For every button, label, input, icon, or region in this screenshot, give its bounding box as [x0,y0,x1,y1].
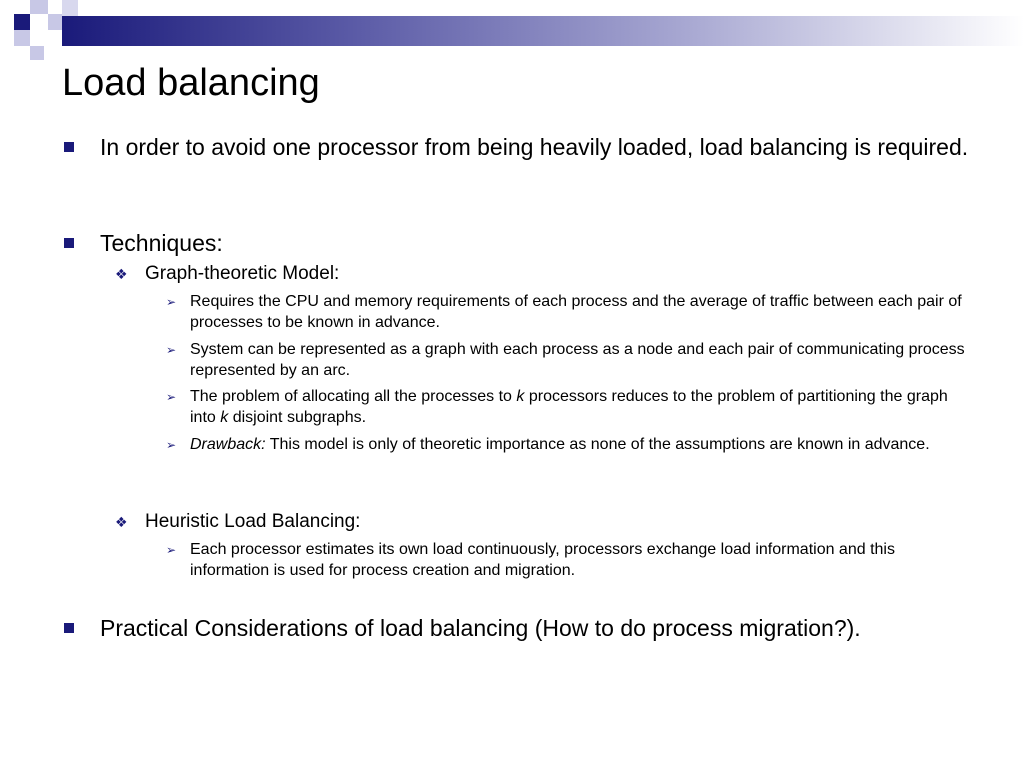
square-bullet-icon [64,623,74,633]
arrow-bullet-icon: ➢ [166,543,177,557]
sub-bullet-text: Graph-theoretic Model: [145,263,340,284]
sub-sub-bullet-text [190,386,970,428]
bullet-text: Practical Considerations of load balancing (How to do process migration?). [100,615,861,641]
sub-sub-bullet-text [190,434,970,455]
sub-sub-bullet-text: System can be represented as a graph with each process as a node and each pair of communicating process represented by an arc. [190,341,965,379]
variable-k: k [220,409,229,426]
diamond-bullet-icon: ❖ [115,266,128,282]
sub-sub-bullet-text: Each processor estimates its own load continuously, processors exchange load information and this information is used for process creation and migration. [190,541,895,579]
variable-k: k [516,388,525,405]
decorative-square [48,14,62,30]
bullet-text: In order to avoid one processor from being heavily loaded, load balancing is required. [100,134,969,160]
drawback-label: Drawback: [190,436,266,453]
square-bullet-icon [64,142,74,152]
decorative-square [30,46,44,60]
square-bullet-icon [64,238,74,248]
decorative-square [14,14,30,30]
text-segment: processors reduces to the problem of partitioning the graph into [190,388,948,426]
sub-bullet-text: Heuristic Load Balancing: [145,511,361,532]
arrow-bullet-icon: ➢ [166,295,177,309]
sub-sub-bullet-text: Requires the CPU and memory requirements of each process and the average of traffic between each pair of processes to be known in advance. [190,293,962,331]
decorative-square [30,0,48,14]
text-segment: disjoint subgraphs. [228,409,367,426]
text-segment: This model is only of theoretic importance as none of the assumptions are known in advance. [265,436,930,453]
diamond-bullet-icon: ❖ [115,514,128,530]
bullet-text: Techniques: [100,230,223,256]
slide-title: Load balancing [62,62,320,104]
arrow-bullet-icon: ➢ [166,343,177,357]
header-gradient-bar [62,16,1024,46]
arrow-bullet-icon: ➢ [166,390,177,404]
decorative-square [62,0,78,16]
arrow-bullet-icon: ➢ [166,438,177,452]
text-segment: The problem of allocating all the processes to [190,388,517,405]
decorative-square [14,30,30,46]
header-decoration [0,0,1024,50]
